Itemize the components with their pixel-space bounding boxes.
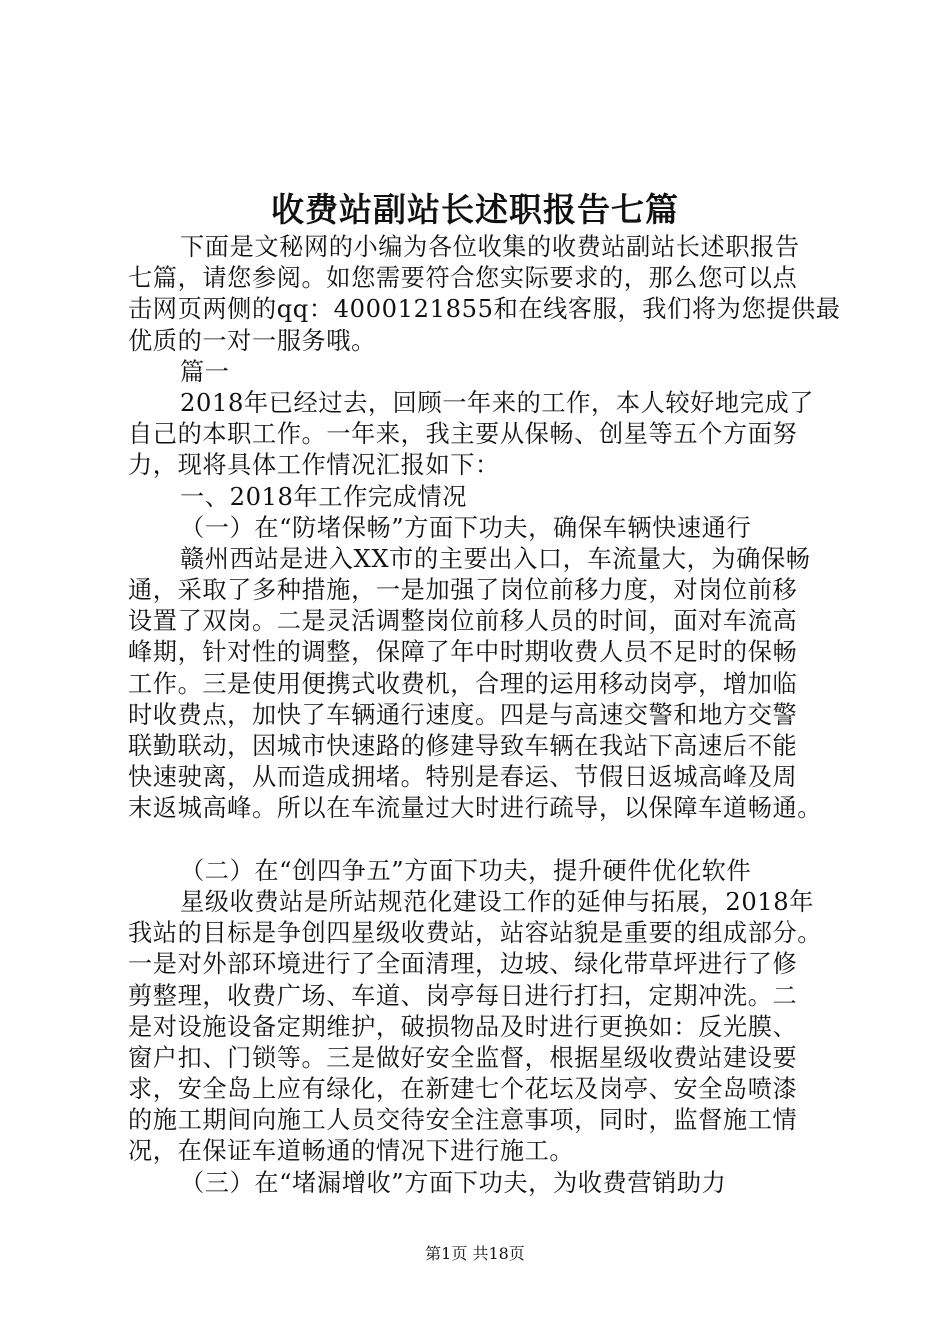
text-line: 击网页两侧的qq：4000121855和在线客服，我们将为您提供最 <box>128 295 841 324</box>
text-line: 七篇，请您参阅。如您需要符合您实际要求的，那么您可以点 <box>128 264 798 293</box>
text-line: （一）在“防堵保畅”方面下功夫，确保车辆快速通行 <box>180 513 752 542</box>
text-line: 赣州西站是进入XX市的主要出入口，车流量大，为确保畅 <box>180 544 811 573</box>
text-line: 是对设施设备定期维护，破损物品及时进行更换如：反光膜、 <box>128 1012 798 1041</box>
text-line: 工作。三是使用便携式收费机，合理的运用移动岗亭，增加临 <box>128 669 798 698</box>
text-line: 2018年已经过去，回顾一年来的工作，本人较好地完成了 <box>180 388 815 417</box>
document-title: 收费站副站长述职报告七篇 <box>271 190 679 229</box>
text-line: 况，在保证车道畅通的情况下进行施工。 <box>128 1137 575 1166</box>
text-line: 通，采取了多种措施，一是加强了岗位前移力度，对岗位前移 <box>128 576 798 605</box>
text-line: 求，安全岛上应有绿化，在新建七个花坛及岗亭、安全岛喷漆 <box>128 1075 798 1104</box>
text-line: 末返城高峰。所以在车流量过大时进行疏导，以保障车道畅通。 <box>128 794 823 823</box>
text-line: 篇一 <box>180 357 230 386</box>
text-line: （二）在“创四争五”方面下功夫，提升硬件优化软件 <box>180 856 752 885</box>
text-line: （三）在“堵漏增收”方面下功夫，为收费营销助力 <box>180 1168 727 1197</box>
text-line: 快速驶离，从而造成拥堵。特别是春运、节假日返城高峰及周 <box>128 763 798 792</box>
text-line: 设置了双岗。二是灵活调整岗位前移人员的时间，面对车流高 <box>128 607 798 636</box>
text-line: 星级收费站是所站规范化建设工作的延伸与拓展，2018年 <box>180 887 815 916</box>
text-line: 窗户扣、门锁等。三是做好安全监督，根据星级收费站建设要 <box>128 1043 798 1072</box>
text-line: 联勤联动，因城市快速路的修建导致车辆在我站下高速后不能 <box>128 732 798 760</box>
text-line: 我站的目标是争创四星级收费站，站容站貌是重要的组成部分。 <box>128 919 823 948</box>
text-line: 一是对外部环境进行了全面清理，边坡、绿化带草坪进行了修 <box>128 950 798 979</box>
text-line: 的施工期间向施工人员交待安全注意事项，同时，监督施工情 <box>128 1106 798 1135</box>
text-line: 优质的一对一服务哦。 <box>128 326 376 355</box>
text-line: 自己的本职工作。一年来，我主要从保畅、创星等五个方面努 <box>128 420 798 449</box>
text-line: 一、2018年工作完成情况 <box>180 482 468 511</box>
text-line: 力，现将具体工作情况汇报如下： <box>128 451 500 480</box>
text-line: 下面是文秘网的小编为各位收集的收费站副站长述职报告 <box>180 233 800 261</box>
text-line: 剪整理，收费广场、车道、岗亭每日进行打扫，定期冲洗。二 <box>128 981 798 1010</box>
page-footer: 第1页 共18页 <box>425 1244 525 1263</box>
text-line: 峰期，针对性的调整，保障了年中时期收费人员不足时的保畅 <box>128 638 798 667</box>
document-body <box>128 232 841 1199</box>
text-line: 时收费点，加快了车辆通行速度。四是与高速交警和地方交警 <box>128 700 798 729</box>
blank-line <box>128 825 833 856</box>
